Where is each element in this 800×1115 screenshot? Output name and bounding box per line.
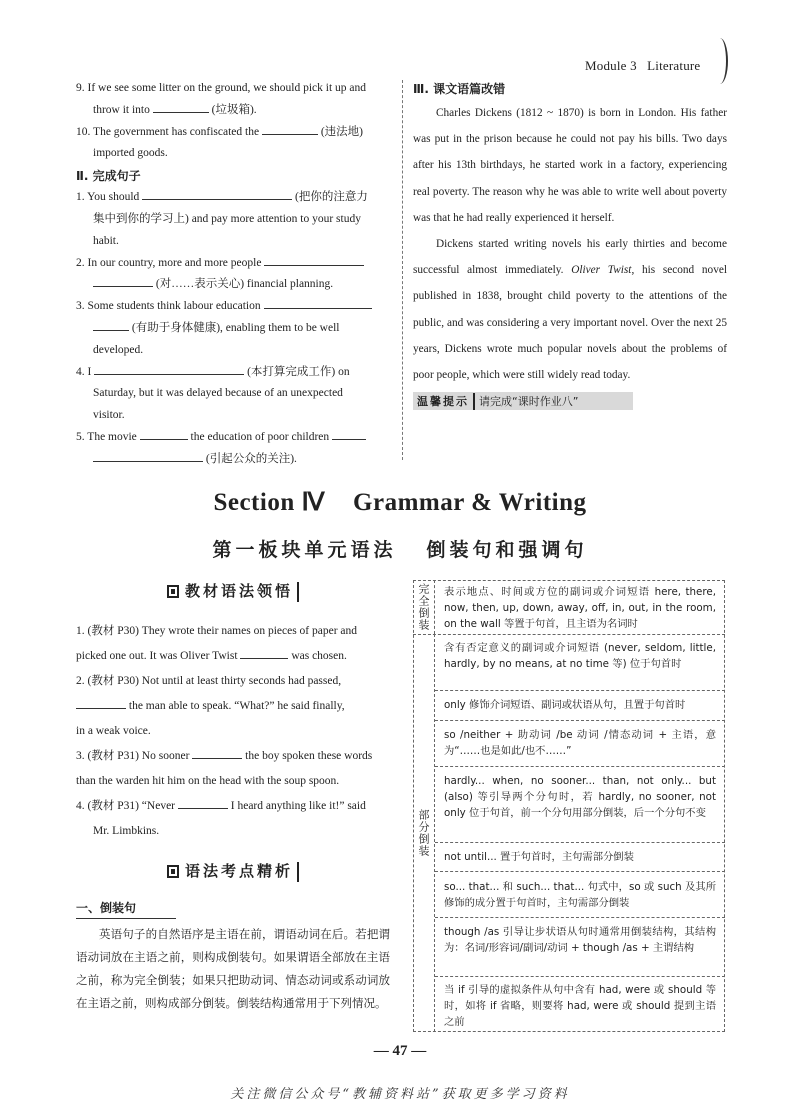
example-3: 3. (教材 P31) No sooner the boy spoken these words than the warden hit him on the head with the soup spoon. [76,744,390,794]
answer-blank[interactable] [140,428,188,440]
table-row: hardly... when, no sooner... than, not only... but (also) 等引导两个分句时，若 hardly, no sooner, not only 位于句首，前一个分句用部分倒装，后一个分句不变 [444,775,716,819]
sentence-5: 5. The movie the education of poor children (引起公众的关注). [76,427,390,471]
answer-blank[interactable] [76,697,126,709]
table-row: though /as 引导让步状语从句时通常用倒装结构，其结构为：名词/形容词/副词/动词 + though /as + 主谓结构 [444,926,716,954]
section-title: Section Ⅳ Grammar & Writing [213,489,587,516]
answer-blank[interactable] [94,363,244,375]
header-module: Module 3 [585,58,637,73]
header-topic: Literature [647,58,701,73]
running-header [585,56,700,76]
right-top-column [413,78,727,410]
column-divider [402,80,403,460]
left-lower-column [76,580,390,1015]
table-row: only 修饰介词短语、副词或状语从句，且置于句首时 [444,699,686,711]
bookmark-icon [167,865,179,878]
category-full-inversion: 完全倒装 [413,580,435,634]
tip-text: 请完成“课时作业八” [479,394,579,408]
table-row: so... that... 和 such... that... 句式中，so 或 such 及其所修饰的成分置于句首时，主句需部分倒装 [444,881,716,909]
example-2: 2. (教材 P30) Not until at least thirty seconds had passed, the man able to speak. “What?” he said finally, in a weak voice. [76,675,345,738]
example-1: 1. (教材 P30) They wrote their names on pieces of paper and picked one out. It was Oliver Twist was chosen. [76,625,358,663]
box-heading-grammar-analysis: 语法考点精析 [76,860,390,883]
question-9: 9. If we see some litter on the ground, we should pick it up and throw it into (垃圾箱). [76,82,366,116]
answer-blank[interactable] [192,747,242,759]
inversion-rules-table [413,580,725,1032]
passage-paragraph-2: Dickens started writing novels his early thirties and become successful almost immediately. Oliver Twist, his second novel published in 1838, brought child poverty to the attentions of the public, and was considering a very important novel. Over the next 25 years, Dickens wrote much popular novels about the problems of poor people, which were still widely read today. [413,238,728,382]
example-4: 4. (教材 P31) “Never I heard anything like it!” said Mr. Limbkins. [76,794,390,844]
box-heading-textbook-grammar: 教材语法领悟 [76,580,390,603]
grammar-heading-inversion: 一、倒装句 [76,898,176,919]
footer-watermark-text: 关注微信公众号“教辅资料站”获取更多学习资料 [230,1087,570,1102]
tip-banner [413,392,633,410]
table-row: 含有否定意义的副词或介词短语 (never, seldom, little, hardly, by no means, at no time 等) 位于句首时 [444,642,716,670]
unit-subtitle: 第一板块单元语法 倒装句和强调句 [212,539,588,561]
passage-paragraph-1: Charles Dickens (1812 ~ 1870) is born in London. His father was put in the prison because he could not pay his bills. Two days after his 13th birthdays, he started work in a factory, experiencing real poverty. The reason why he was able to write well about poverty was that he had really experienced it herself. [413,107,727,224]
page-number: — 47 — [373,1043,427,1059]
answer-blank[interactable] [332,428,366,440]
question-10: 10. The government has confiscated the (违法地) imported goods. [76,122,390,166]
sentence-4: 4. I (本打算完成工作) on Saturday, but it was delayed because of an unexpected visitor. [76,362,390,427]
answer-blank[interactable] [264,254,364,266]
answer-blank[interactable] [93,319,129,331]
section-heading-complete-sentences: Ⅱ. 完成句子 [76,169,141,184]
answer-blank[interactable] [153,101,209,113]
sentence-2: 2. In our country, more and more people (对……表示关心) financial planning. [76,253,390,297]
left-top-column [76,78,390,471]
answer-blank[interactable] [264,297,372,309]
answer-blank[interactable] [142,188,292,200]
bookmark-icon [167,585,179,598]
answer-blank[interactable] [93,450,203,462]
grammar-explanation: 英语句子的自然语序是主语在前，谓语动词在后。若把谓语动词放在主语之前，则构成倒装句。如果谓语全部放在主语之前，称为完全倒装；如果只把助动词、情态动词或系动词放在主语之前，则构成部分倒装。倒装结构通常用于下列情况。 [76,926,390,1010]
tip-badge: 温馨提示 [413,393,475,410]
table-row: not until... 置于句首时，主句需部分倒装 [444,851,634,863]
category-partial-inversion: 部分倒装 [413,634,435,1032]
answer-blank[interactable] [240,647,288,659]
section-heading-error-correction: Ⅲ. 课文语篇改错 [413,82,506,96]
answer-blank[interactable] [262,123,318,135]
answer-blank[interactable] [93,275,153,287]
novel-title: Oliver Twist [571,264,632,277]
sentence-3: 3. Some students think labour education (有助于身体健康), enabling them to be well developed. [76,296,390,361]
answer-blank[interactable] [178,797,228,809]
table-row: so /neither + 助动词 /be 动词 /情态动词 + 主语，意为“……也是如此/也不……” [444,729,716,757]
table-row: 表示地点、时间或方位的副词或介词短语 here, there, now, then, up, down, away, off, in, out, in the room, on the wall 等置于句首，且主语为名词时 [444,586,716,630]
sentence-1: 1. You should (把你的注意力 集中到你的学习上) and pay more attention to your study habit. [76,187,390,252]
table-row: 当 if 引导的虚拟条件从句中含有 had, were 或 should 等时，如将 if 省略，则要将 had, were 或 should 提到主语之前 [444,984,716,1028]
